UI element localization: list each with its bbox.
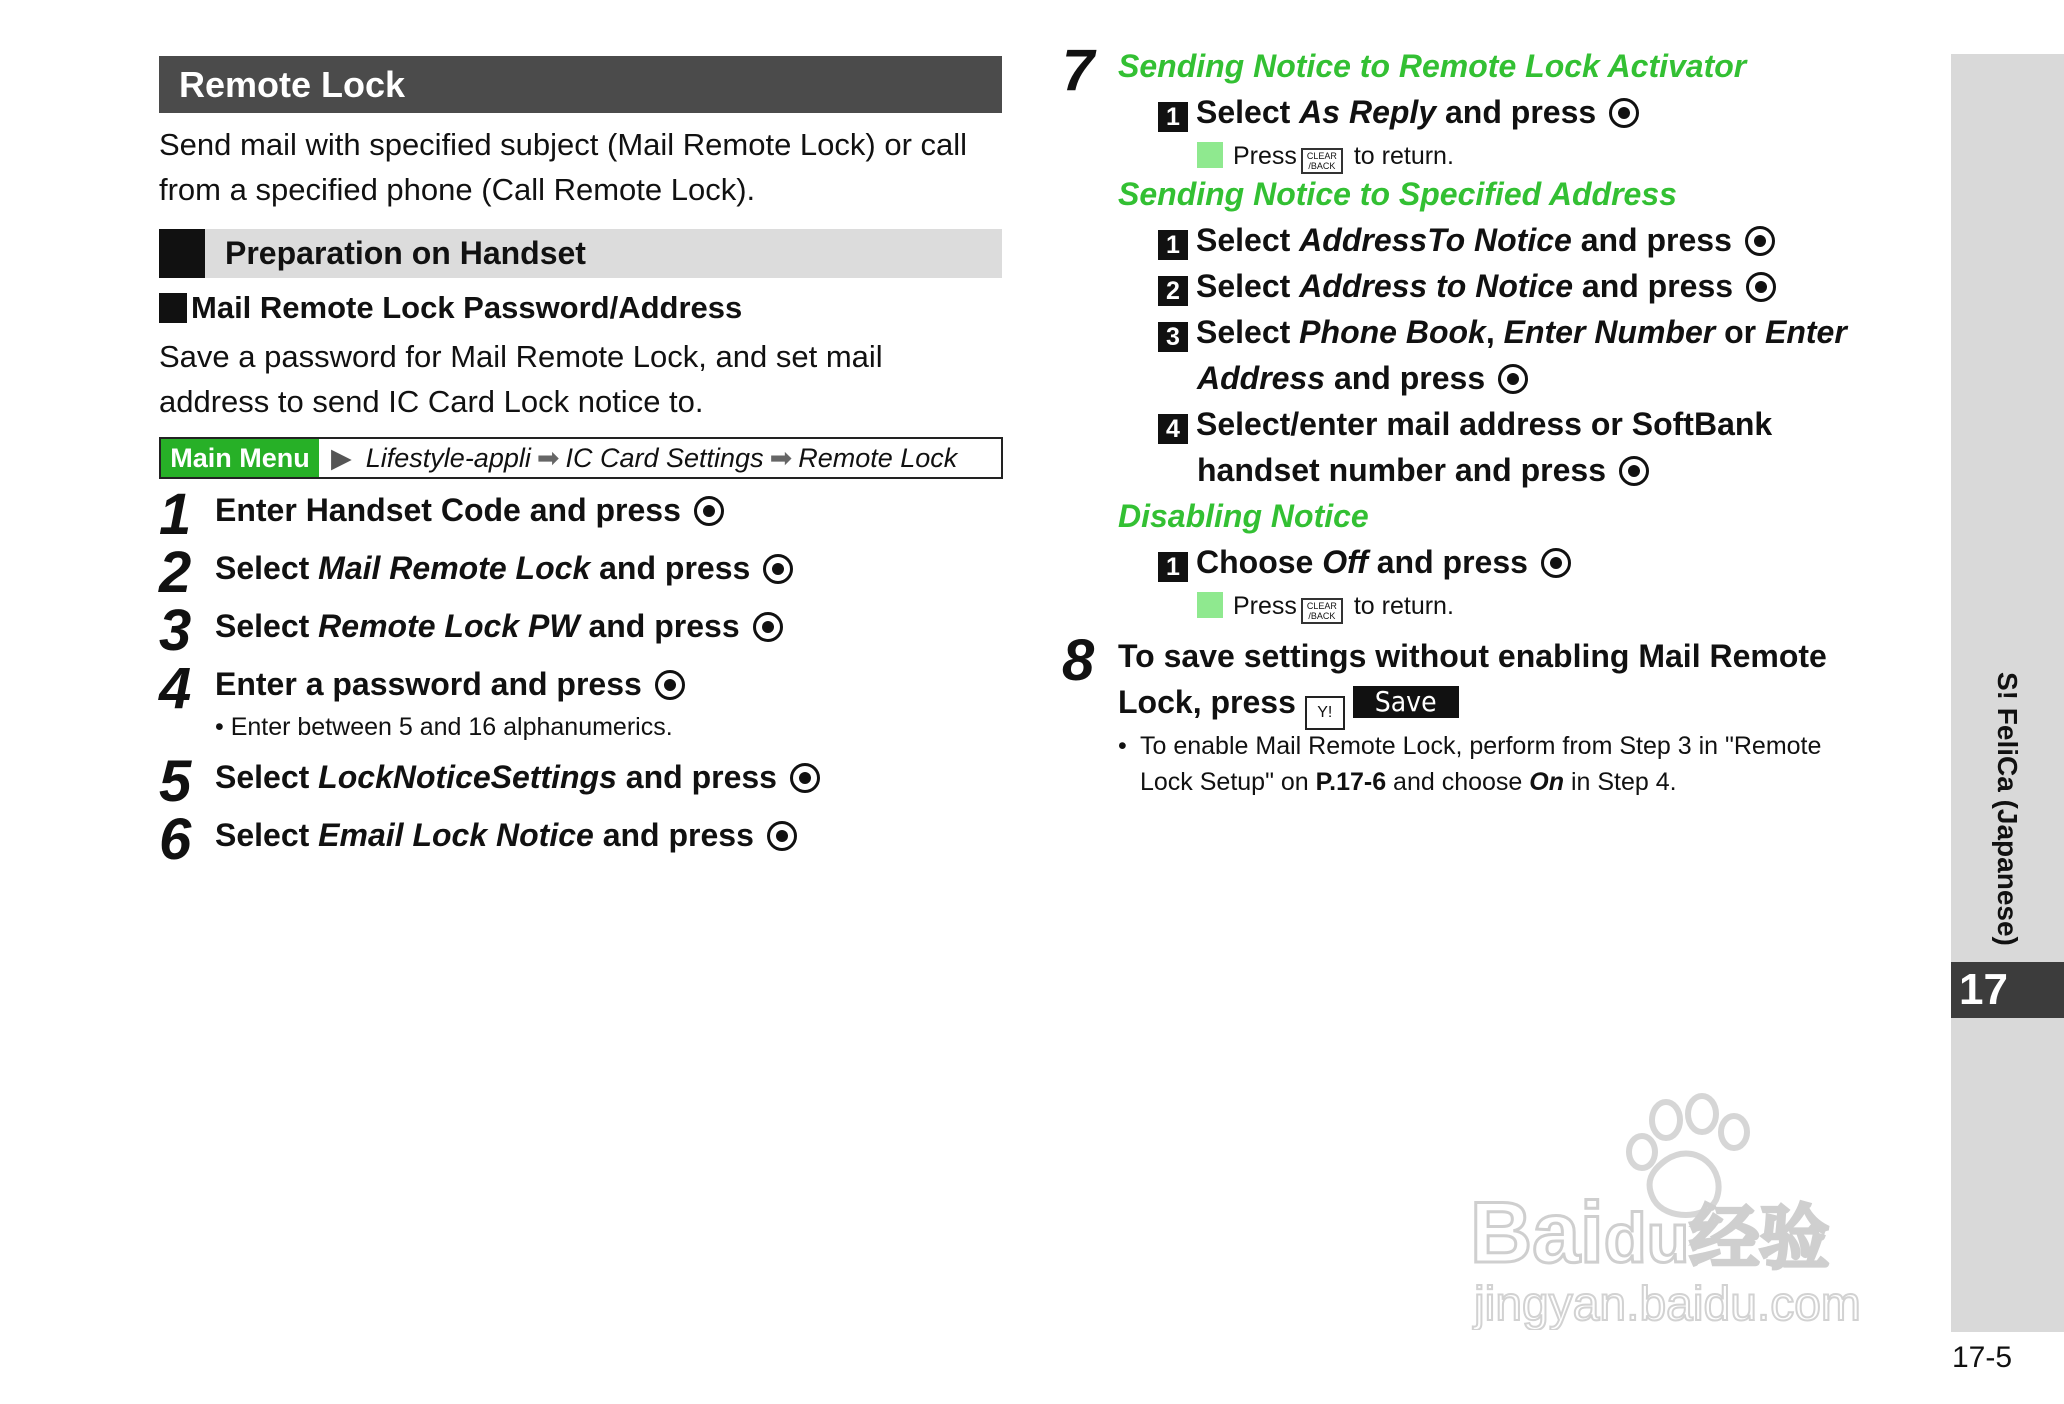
step-text: Select Mail Remote Lock and press xyxy=(215,548,793,588)
step-note: • Enter between 5 and 16 alphanumerics. xyxy=(215,713,673,741)
specified-substep-2: 2 Select Address to Notice and press xyxy=(1158,263,1918,309)
center-key-icon xyxy=(694,496,724,526)
arrow-right-icon: ➡ xyxy=(536,443,560,473)
menu-path-item: Remote Lock xyxy=(798,443,958,473)
clear-back-key-icon: CLEAR /BACK xyxy=(1301,598,1343,624)
center-key-icon xyxy=(1746,272,1776,302)
clear-back-key-icon: CLEAR /BACK xyxy=(1301,148,1343,174)
step-text: Enter Handset Code and press xyxy=(215,490,724,530)
step-number: 2 xyxy=(159,540,192,605)
body-line: address to send IC Card Lock notice to. xyxy=(159,384,704,419)
page-reference: P.17-6 xyxy=(1315,768,1387,796)
step-number-7: 7 xyxy=(1062,38,1095,103)
center-key-icon xyxy=(655,670,685,700)
subheading-body xyxy=(159,334,1009,424)
step-text: Select Email Lock Notice and press xyxy=(215,815,797,855)
center-key-icon xyxy=(767,821,797,851)
center-key-icon xyxy=(790,763,820,793)
specified-substep-3: 3 Select Phone Book, Enter Number or Enter Address and press xyxy=(1158,309,1918,401)
disabling-heading: Disabling Notice xyxy=(1118,498,1369,534)
subheading: Mail Remote Lock Password/Address xyxy=(159,290,742,326)
specified-substep-4: 4 Select/enter mail address or SoftBank handset number and press xyxy=(1158,401,1918,493)
menu-path xyxy=(331,439,957,477)
substep-number: 3 xyxy=(1158,322,1188,352)
step-text: Select LockNoticeSettings and press xyxy=(215,757,820,797)
step-number-8: 8 xyxy=(1062,628,1095,693)
center-key-icon xyxy=(1619,456,1649,486)
preparation-heading: Preparation on Handset xyxy=(225,235,586,271)
activator-substep-1: 1 Select As Reply and press xyxy=(1158,89,1918,135)
square-bullet-icon xyxy=(159,293,187,323)
center-key-icon xyxy=(1745,226,1775,256)
disabling-substep-1: 1 Choose Off and press xyxy=(1158,539,1918,585)
specified-heading: Sending Notice to Specified Address xyxy=(1118,176,1677,212)
activator-note: Press CLEAR /BACK to return. xyxy=(1197,140,1454,174)
step-number: 1 xyxy=(159,482,192,547)
triangle-right-icon: ▶ xyxy=(331,443,352,473)
chapter-number-tab: 17 xyxy=(1951,962,2064,1018)
svg-text:jingyan.baidu.com: jingyan.baidu.com xyxy=(1474,1278,1861,1330)
save-softkey: Save xyxy=(1353,686,1459,718)
note-marker-icon xyxy=(1197,142,1223,168)
step-number: 4 xyxy=(159,656,192,721)
substep-number: 1 xyxy=(1158,102,1188,132)
substep-number: 1 xyxy=(1158,552,1188,582)
step-8-note: • To enable Mail Remote Lock, perform from Step 3 in "Remote Lock Setup" on P.17-6 and choose On in Step 4. xyxy=(1118,732,1822,796)
step-number: 3 xyxy=(159,598,192,663)
step-number: 6 xyxy=(159,807,192,872)
substep-number: 1 xyxy=(1158,230,1188,260)
page-number: 17-5 xyxy=(1952,1341,2013,1374)
center-key-icon xyxy=(1541,548,1571,578)
disabling-note: Press CLEAR /BACK to return. xyxy=(1197,590,1454,624)
yahoo-key-icon: Y! xyxy=(1305,696,1345,730)
activator-heading: Sending Notice to Remote Lock Activator xyxy=(1118,48,1747,84)
main-menu-label: Main Menu xyxy=(161,439,319,477)
substep-number: 4 xyxy=(1158,414,1188,444)
center-key-icon xyxy=(753,612,783,642)
step-8-text: To save settings without enabling Mail Remote Lock, press Y! Save xyxy=(1118,633,1878,730)
center-key-icon xyxy=(1498,364,1528,394)
menu-path-item: Lifestyle-appli xyxy=(365,443,531,473)
svg-text:Baidu经验: Baidu经验 xyxy=(1470,1185,1830,1281)
heading-marker xyxy=(159,229,205,278)
body-line: Save a password for Mail Remote Lock, and set mail xyxy=(159,339,883,374)
arrow-right-icon: ➡ xyxy=(769,443,793,473)
center-key-icon xyxy=(763,554,793,584)
chapter-label: S! FeliCa (Japanese) xyxy=(1992,672,2023,946)
step-number: 5 xyxy=(159,749,192,814)
intro-line: from a specified phone (Call Remote Lock). xyxy=(159,172,756,207)
menu-path-bar xyxy=(159,437,1003,479)
baidu-paw-logo xyxy=(1466,1090,1946,1330)
intro-line: Send mail with specified subject (Mail Remote Lock) or call xyxy=(159,127,968,162)
section-intro xyxy=(159,122,1009,212)
watermark xyxy=(1466,1090,1946,1330)
substep-number: 2 xyxy=(1158,276,1188,306)
specified-substep-1: 1 Select AddressTo Notice and press xyxy=(1158,217,1918,263)
preparation-heading-bar xyxy=(159,229,1002,278)
menu-path-item: IC Card Settings xyxy=(565,443,764,473)
step-text: Select Remote Lock PW and press xyxy=(215,606,783,646)
step-text: Enter a password and press xyxy=(215,664,685,704)
section-title: Remote Lock xyxy=(159,56,1002,113)
note-marker-icon xyxy=(1197,592,1223,618)
center-key-icon xyxy=(1609,98,1639,128)
